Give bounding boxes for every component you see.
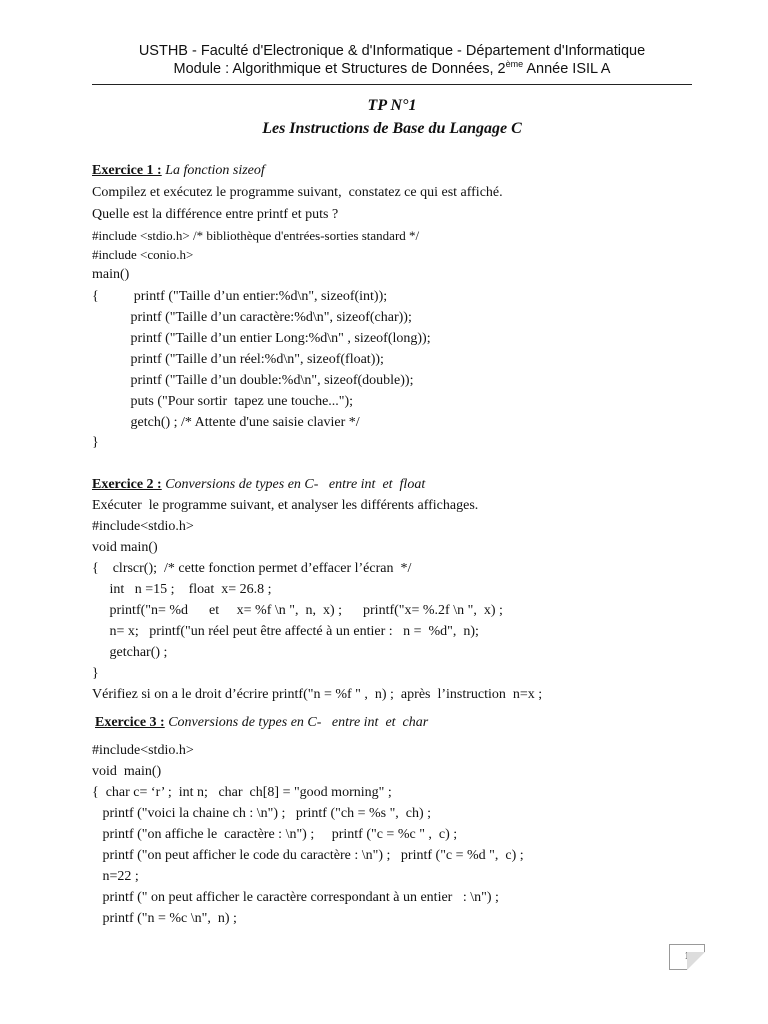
code-line: void main() <box>92 540 158 555</box>
exercise-3-label: Exercice 3 : <box>95 715 165 730</box>
exercise-2-heading <box>92 476 425 494</box>
code-line: getch() ; /* Attente d'une saisie clavier */ <box>92 415 360 430</box>
header-divider <box>92 84 692 85</box>
text-line: Compilez et exécutez le programme suivant, constatez ce qui est affiché. <box>92 185 503 200</box>
code-line: } <box>92 666 99 681</box>
code-line: { clrscr(); /* cette fonction permet d’effacer l’écran */ <box>92 561 412 576</box>
exercise-2-subtitle: Conversions de types en C- entre int et float <box>161 477 426 492</box>
code-line: printf("n= %d et x= %f \n ", n, x) ; printf("x= %.2f \n ", x) ; <box>92 603 503 618</box>
header-line-2: Module : Algorithmique et Structures de Données, 2ème Année ISIL A <box>173 59 611 77</box>
header-line-1: USTHB - Faculté d'Electronique & d'Informatique - Département d'Informatique <box>138 43 646 59</box>
text-line: Quelle est la différence entre printf et puts ? <box>92 207 339 222</box>
code-line: void main() <box>92 764 162 779</box>
exercise-1-subtitle: La fonction sizeof <box>161 163 265 178</box>
text-line: Vérifiez si on a le droit d’écrire printf("n = %f " , n) ; après l’instruction n=x ; <box>92 687 543 702</box>
code-line: #include<stdio.h> <box>92 519 194 534</box>
exercise-1-label: Exercice 1 : <box>92 163 162 178</box>
code-line: printf ("Taille d’un entier Long:%d\n" , sizeof(long)); <box>92 331 431 346</box>
code-line: { printf ("Taille d’un entier:%d\n", sizeof(int)); <box>92 289 388 304</box>
code-line: getchar() ; <box>92 645 168 660</box>
exercise-3-subtitle: Conversions de types en C- entre int et char <box>164 715 429 730</box>
code-line: printf ("voici la chaine ch : \n") ; printf ("ch = %s ", ch) ; <box>92 806 432 821</box>
code-line: #include<stdio.h> <box>92 743 194 758</box>
exercise-2-label: Exercice 2 : <box>92 477 162 492</box>
text-line: Exécuter le programme suivant, et analyser les différents affichages. <box>92 498 479 513</box>
code-line: printf (" on peut afficher le caractère correspondant à un entier : \n") ; <box>92 890 499 905</box>
page-number: 1 <box>669 944 705 970</box>
code-line: #include <stdio.h> /* bibliothèque d'entrées-sorties standard */ <box>92 228 420 243</box>
code-line: #include <conio.h> <box>92 247 194 262</box>
tp-title: TP N°1 <box>367 97 417 114</box>
tp-subtitle: Les Instructions de Base du Langage C <box>262 120 522 137</box>
code-line: } <box>92 435 99 450</box>
code-line: { char c= ‘r’ ; int n; char ch[8] = "good morning" ; <box>92 785 392 800</box>
code-line: printf ("on peut afficher le code du caractère : \n") ; printf ("c = %d ", c) ; <box>92 848 524 863</box>
code-line: n=22 ; <box>92 869 139 884</box>
document-header <box>92 42 692 78</box>
code-line: int n =15 ; float x= 26.8 ; <box>92 582 272 597</box>
code-line: puts ("Pour sortir tapez une touche..."); <box>92 394 354 409</box>
code-line: printf ("Taille d’un double:%d\n", sizeof(double)); <box>92 373 414 388</box>
code-line: main() <box>92 267 130 282</box>
code-line: printf ("Taille d’un réel:%d\n", sizeof(float)); <box>92 352 384 367</box>
code-line: printf ("Taille d’un caractère:%d\n", sizeof(char)); <box>92 310 412 325</box>
exercise-1-heading <box>92 162 265 180</box>
code-line: printf ("on affiche le caractère : \n") ; printf ("c = %c " , c) ; <box>92 827 458 842</box>
exercise-3-heading <box>95 714 428 732</box>
code-line: printf ("n = %c \n", n) ; <box>92 911 237 926</box>
code-line: n= x; printf("un réel peut être affecté à un entier : n = %d", n); <box>92 624 479 639</box>
